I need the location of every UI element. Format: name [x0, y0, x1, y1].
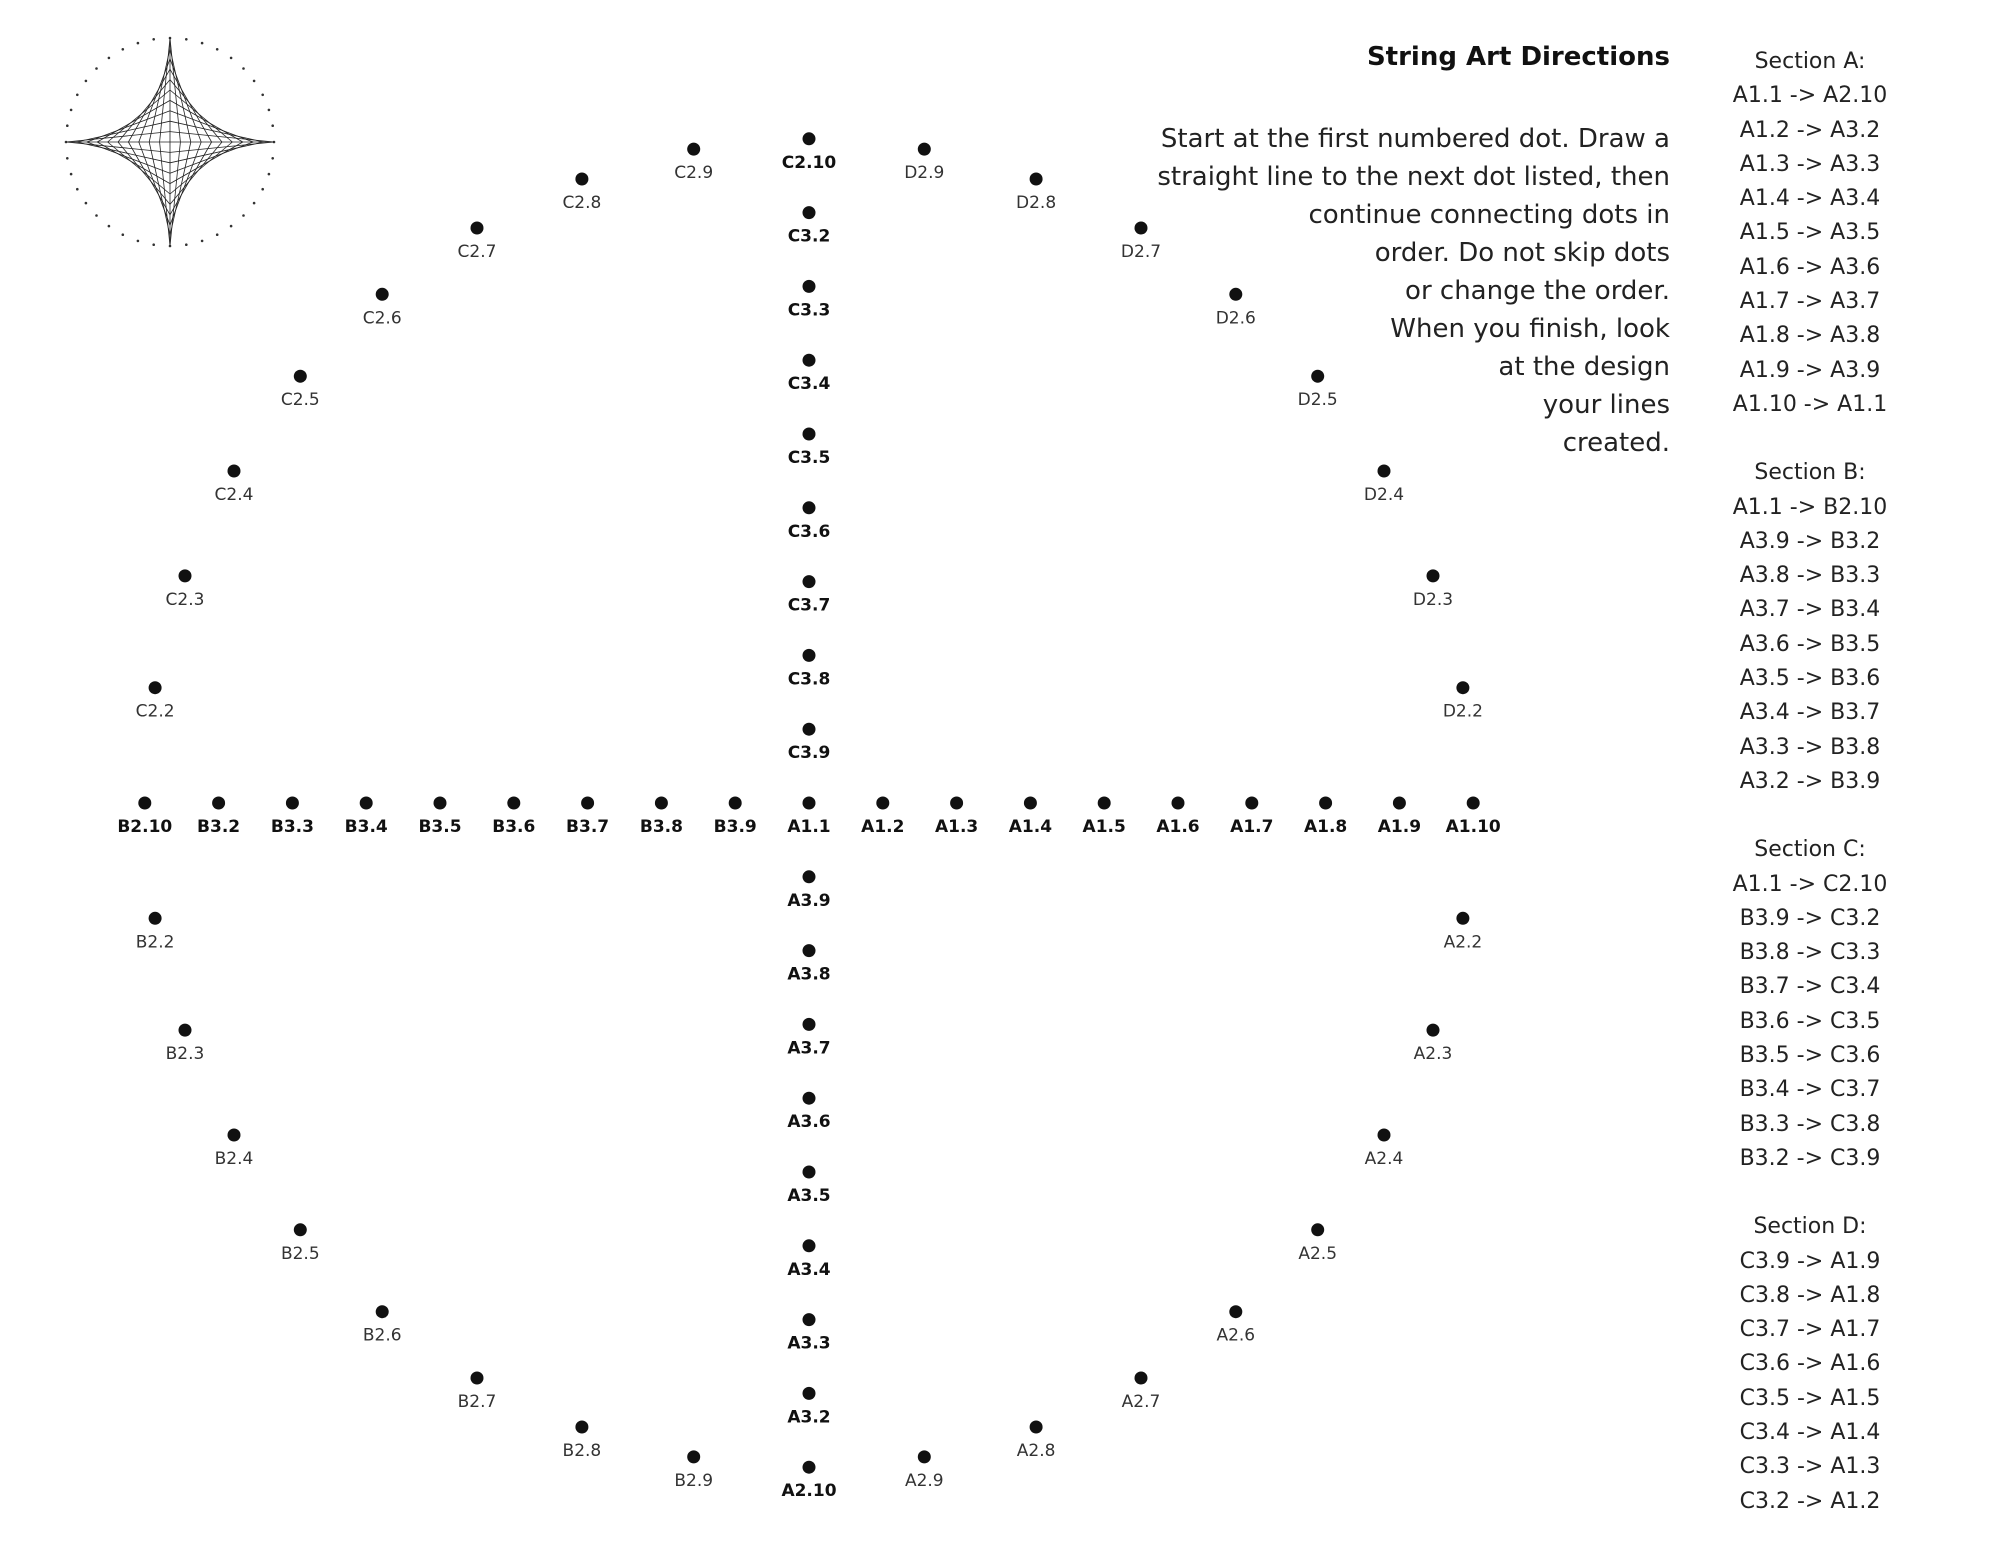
section-step: A1.7 -> A3.7: [1739, 289, 1881, 315]
section-a: [1700, 45, 1920, 422]
section-step: C3.4 -> A1.4: [1739, 1419, 1881, 1445]
dot-label: C2.2: [135, 701, 175, 722]
section-step: A3.2 -> B3.9: [1739, 768, 1881, 794]
dot-label: A2.8: [1016, 1441, 1056, 1461]
dot-D2-3: [1427, 569, 1440, 582]
dot-label: D2.6: [1215, 308, 1256, 329]
dot-label: B2.3: [165, 1044, 205, 1065]
dot-label: A3.2: [787, 1407, 831, 1428]
dot-label: A2.6: [1216, 1325, 1256, 1346]
instruction-line: Start at the first numbered dot. Draw a: [1160, 124, 1670, 154]
dot-C3-5: [803, 428, 816, 441]
dot-label: A3.4: [787, 1259, 831, 1280]
dot-C2-10: [803, 132, 816, 145]
dot-C2-9: [687, 143, 700, 156]
section-step: A1.10 -> A1.1: [1732, 391, 1888, 417]
section-step: C3.5 -> A1.5: [1739, 1385, 1881, 1411]
section-step: A1.1 -> A2.10: [1732, 83, 1888, 109]
section-step: C3.6 -> A1.6: [1739, 1351, 1881, 1377]
dot-A1-10: [1467, 797, 1480, 810]
dot-label: D2.2: [1442, 701, 1483, 722]
dot-label: B3.5: [418, 817, 462, 837]
dot-label: C2.4: [214, 485, 254, 505]
dot-label: A2.10: [781, 1481, 837, 1502]
dot-label: A3.3: [787, 1333, 831, 1354]
section-step: B3.8 -> C3.3: [1739, 940, 1881, 966]
section-heading: Section B:: [1754, 460, 1866, 486]
section-step: B3.7 -> C3.4: [1739, 974, 1881, 1000]
dot-A2-7: [1135, 1372, 1148, 1385]
dot-label: A1.1: [787, 817, 831, 837]
dot-label: A1.7: [1230, 817, 1274, 837]
dot-B2-7: [471, 1372, 484, 1385]
dot-A1-7: [1245, 797, 1258, 810]
instruction-line: at the design: [1498, 352, 1670, 382]
dot-B2-9: [687, 1450, 700, 1463]
dot-label: B2.9: [674, 1470, 714, 1491]
dot-A3-3: [803, 1313, 816, 1326]
section-step: C3.3 -> A1.3: [1739, 1454, 1881, 1480]
section-step: C3.2 -> A1.2: [1739, 1488, 1881, 1514]
section-step: A1.2 -> A3.2: [1739, 117, 1881, 143]
dot-label: A1.8: [1303, 817, 1348, 837]
section-step: B3.4 -> C3.7: [1739, 1077, 1881, 1103]
dot-A2-9: [918, 1450, 931, 1463]
dot-label: B3.7: [566, 817, 610, 837]
dot-label: C3.9: [787, 743, 831, 764]
dot-C2-3: [179, 569, 192, 582]
dot-B3-3: [286, 797, 299, 810]
dot-D2-8: [1030, 173, 1043, 186]
dot-label: A1.2: [861, 817, 905, 837]
dot-label: B2.2: [135, 932, 175, 953]
dot-C3-8: [803, 649, 816, 662]
dot-C2-6: [376, 288, 389, 301]
dot-A3-2: [803, 1387, 816, 1400]
dot-label: C3.8: [787, 669, 831, 690]
dot-C2-7: [471, 222, 484, 235]
instruction-line: order. Do not skip dots: [1374, 238, 1670, 268]
section-step: C3.7 -> A1.7: [1739, 1317, 1881, 1343]
dot-D2-9: [918, 143, 931, 156]
section-heading: Section C:: [1754, 837, 1866, 863]
dot-B2-5: [294, 1223, 307, 1236]
dot-D2-7: [1135, 222, 1148, 235]
dot-A1-5: [1098, 797, 1111, 810]
dot-label: A1.5: [1082, 817, 1126, 837]
section-step: A3.6 -> B3.5: [1739, 631, 1881, 657]
example-design-thumbnail: [60, 35, 280, 250]
dot-B2-3: [179, 1024, 192, 1037]
instruction-line: created.: [1562, 428, 1670, 458]
dot-label: B3.8: [639, 817, 683, 837]
dot-D2-4: [1378, 465, 1391, 478]
section-step: A1.5 -> A3.5: [1739, 220, 1881, 246]
dot-label: B2.8: [562, 1441, 602, 1461]
instruction-line: or change the order.: [1405, 276, 1670, 306]
dot-A2-10: [803, 1461, 816, 1474]
dot-label: A3.8: [787, 964, 831, 985]
dot-A3-9: [803, 870, 816, 883]
dot-C3-3: [803, 280, 816, 293]
dot-A3-4: [803, 1239, 816, 1252]
dot-label: C3.4: [787, 374, 831, 395]
section-step: B3.3 -> C3.8: [1739, 1111, 1881, 1137]
section-step: A3.3 -> B3.8: [1739, 734, 1881, 760]
section-step: A1.9 -> A3.9: [1739, 357, 1881, 383]
dot-label: A1.4: [1008, 817, 1053, 837]
dot-C2-8: [575, 173, 588, 186]
dot-A2-3: [1427, 1024, 1440, 1037]
dot-label: B3.4: [344, 817, 388, 837]
dot-B3-8: [655, 797, 668, 810]
section-step: A1.4 -> A3.4: [1739, 186, 1881, 212]
section-step: B3.2 -> C3.9: [1739, 1145, 1881, 1171]
dot-label: B2.10: [117, 817, 173, 837]
section-step: A1.6 -> A3.6: [1739, 254, 1881, 280]
section-heading: Section D:: [1753, 1214, 1867, 1240]
dot-label: A2.4: [1364, 1149, 1404, 1169]
dot-C3-4: [803, 354, 816, 367]
dot-B3-7: [581, 797, 594, 810]
dot-label: A3.7: [787, 1038, 831, 1059]
dot-A3-7: [803, 1018, 816, 1031]
dot-A2-6: [1229, 1305, 1242, 1318]
dot-A1-8: [1319, 797, 1332, 810]
dot-C3-9: [803, 723, 816, 736]
dot-B2-10: [138, 797, 151, 810]
dot-B2-4: [228, 1129, 241, 1142]
dot-label: D2.5: [1297, 390, 1338, 411]
instruction-line: your lines: [1542, 390, 1670, 420]
dot-label: A3.6: [787, 1112, 831, 1133]
section-step: C3.9 -> A1.9: [1739, 1248, 1881, 1274]
section-step: A3.7 -> B3.4: [1739, 597, 1881, 623]
dot-label: C2.9: [674, 163, 714, 184]
dot-label: A2.3: [1413, 1044, 1453, 1065]
dot-A2-2: [1456, 912, 1469, 925]
dot-A2-5: [1311, 1223, 1324, 1236]
dot-B3-5: [434, 797, 447, 810]
dot-label: A2.2: [1443, 932, 1483, 953]
dot-label: A1.10: [1445, 817, 1501, 837]
dot-label: C3.7: [787, 595, 831, 616]
dot-A1-4: [1024, 797, 1037, 810]
section-step: A3.5 -> B3.6: [1739, 666, 1881, 692]
dot-label: B3.6: [492, 817, 536, 837]
dot-A1-2: [876, 797, 889, 810]
dot-label: B2.5: [280, 1243, 320, 1264]
dot-label: B2.7: [457, 1392, 497, 1412]
dot-A1-9: [1393, 797, 1406, 810]
dot-label: A2.7: [1121, 1392, 1161, 1412]
dot-label: D2.9: [904, 163, 945, 184]
section-b: [1700, 456, 1920, 799]
dot-label: C3.2: [787, 226, 831, 247]
section-d: [1700, 1210, 1920, 1519]
dot-label: C2.7: [457, 242, 497, 262]
instruction-line: straight line to the next dot listed, then: [1157, 162, 1670, 192]
dot-C2-5: [294, 370, 307, 383]
dot-label: D2.8: [1016, 193, 1057, 213]
section-step: A1.1 -> C2.10: [1732, 871, 1888, 897]
section-c: [1700, 833, 1920, 1176]
section-step: B3.9 -> C3.2: [1739, 905, 1881, 931]
dot-label: B2.4: [214, 1149, 254, 1169]
section-step: A3.4 -> B3.7: [1739, 700, 1881, 726]
dot-A1-1: [803, 797, 816, 810]
dot-label: C3.5: [787, 448, 831, 468]
dot-label: C2.10: [781, 152, 837, 173]
dot-label: A2.9: [904, 1470, 944, 1491]
dot-C3-7: [803, 575, 816, 588]
dot-B3-9: [729, 797, 742, 810]
section-step: A1.3 -> A3.3: [1739, 151, 1881, 177]
dot-label: A1.3: [934, 817, 979, 837]
dot-A3-5: [803, 1166, 816, 1179]
instructions: [1157, 120, 1670, 462]
dot-label: A2.5: [1298, 1243, 1338, 1264]
section-step: A1.1 -> B2.10: [1732, 494, 1888, 520]
dot-label: D2.4: [1363, 485, 1405, 505]
dot-B3-4: [360, 797, 373, 810]
dot-C2-4: [228, 465, 241, 478]
section-step: A1.8 -> A3.8: [1739, 323, 1881, 349]
section-step: C3.8 -> A1.8: [1739, 1282, 1881, 1308]
dot-C2-2: [149, 681, 162, 694]
dot-B3-6: [507, 797, 520, 810]
dot-A3-6: [803, 1092, 816, 1105]
dot-label: C2.8: [562, 193, 602, 213]
dot-B2-2: [149, 912, 162, 925]
dot-A1-6: [1172, 797, 1185, 810]
instruction-line: When you finish, look: [1390, 314, 1670, 344]
dot-A2-4: [1378, 1129, 1391, 1142]
dot-label: A1.6: [1156, 817, 1200, 837]
section-step: A3.9 -> B3.2: [1739, 528, 1881, 554]
dot-label: C2.6: [362, 308, 402, 329]
dot-label: C2.3: [165, 589, 205, 610]
dot-A2-8: [1030, 1421, 1043, 1434]
dot-label: B2.6: [362, 1325, 402, 1346]
dot-A3-8: [803, 944, 816, 957]
section-step: B3.6 -> C3.5: [1739, 1008, 1881, 1034]
dot-label: B3.2: [197, 817, 241, 837]
dot-label: A1.9: [1377, 817, 1422, 837]
dot-C3-6: [803, 501, 816, 514]
dot-label: C2.5: [280, 390, 320, 411]
dot-label: A3.9: [787, 890, 831, 911]
page-title: String Art Directions: [1366, 42, 1670, 72]
dot-label: D2.7: [1120, 242, 1162, 262]
section-heading: Section A:: [1754, 49, 1866, 74]
section-list: [1700, 45, 1920, 1553]
dot-D2-2: [1456, 681, 1469, 694]
dot-B2-6: [376, 1305, 389, 1318]
dot-label: C3.6: [787, 521, 831, 542]
dot-label: B3.3: [270, 817, 314, 837]
dot-label: B3.9: [713, 817, 757, 837]
dot-label: A3.5: [787, 1186, 831, 1206]
dot-A1-3: [950, 797, 963, 810]
dot-B3-2: [212, 797, 225, 810]
dot-C3-2: [803, 206, 816, 219]
section-step: B3.5 -> C3.6: [1739, 1043, 1881, 1069]
instruction-line: continue connecting dots in: [1308, 200, 1670, 230]
dot-label: D2.3: [1412, 589, 1454, 610]
section-step: A3.8 -> B3.3: [1739, 563, 1881, 589]
dot-B2-8: [575, 1421, 588, 1434]
dot-label: C3.3: [787, 300, 831, 321]
